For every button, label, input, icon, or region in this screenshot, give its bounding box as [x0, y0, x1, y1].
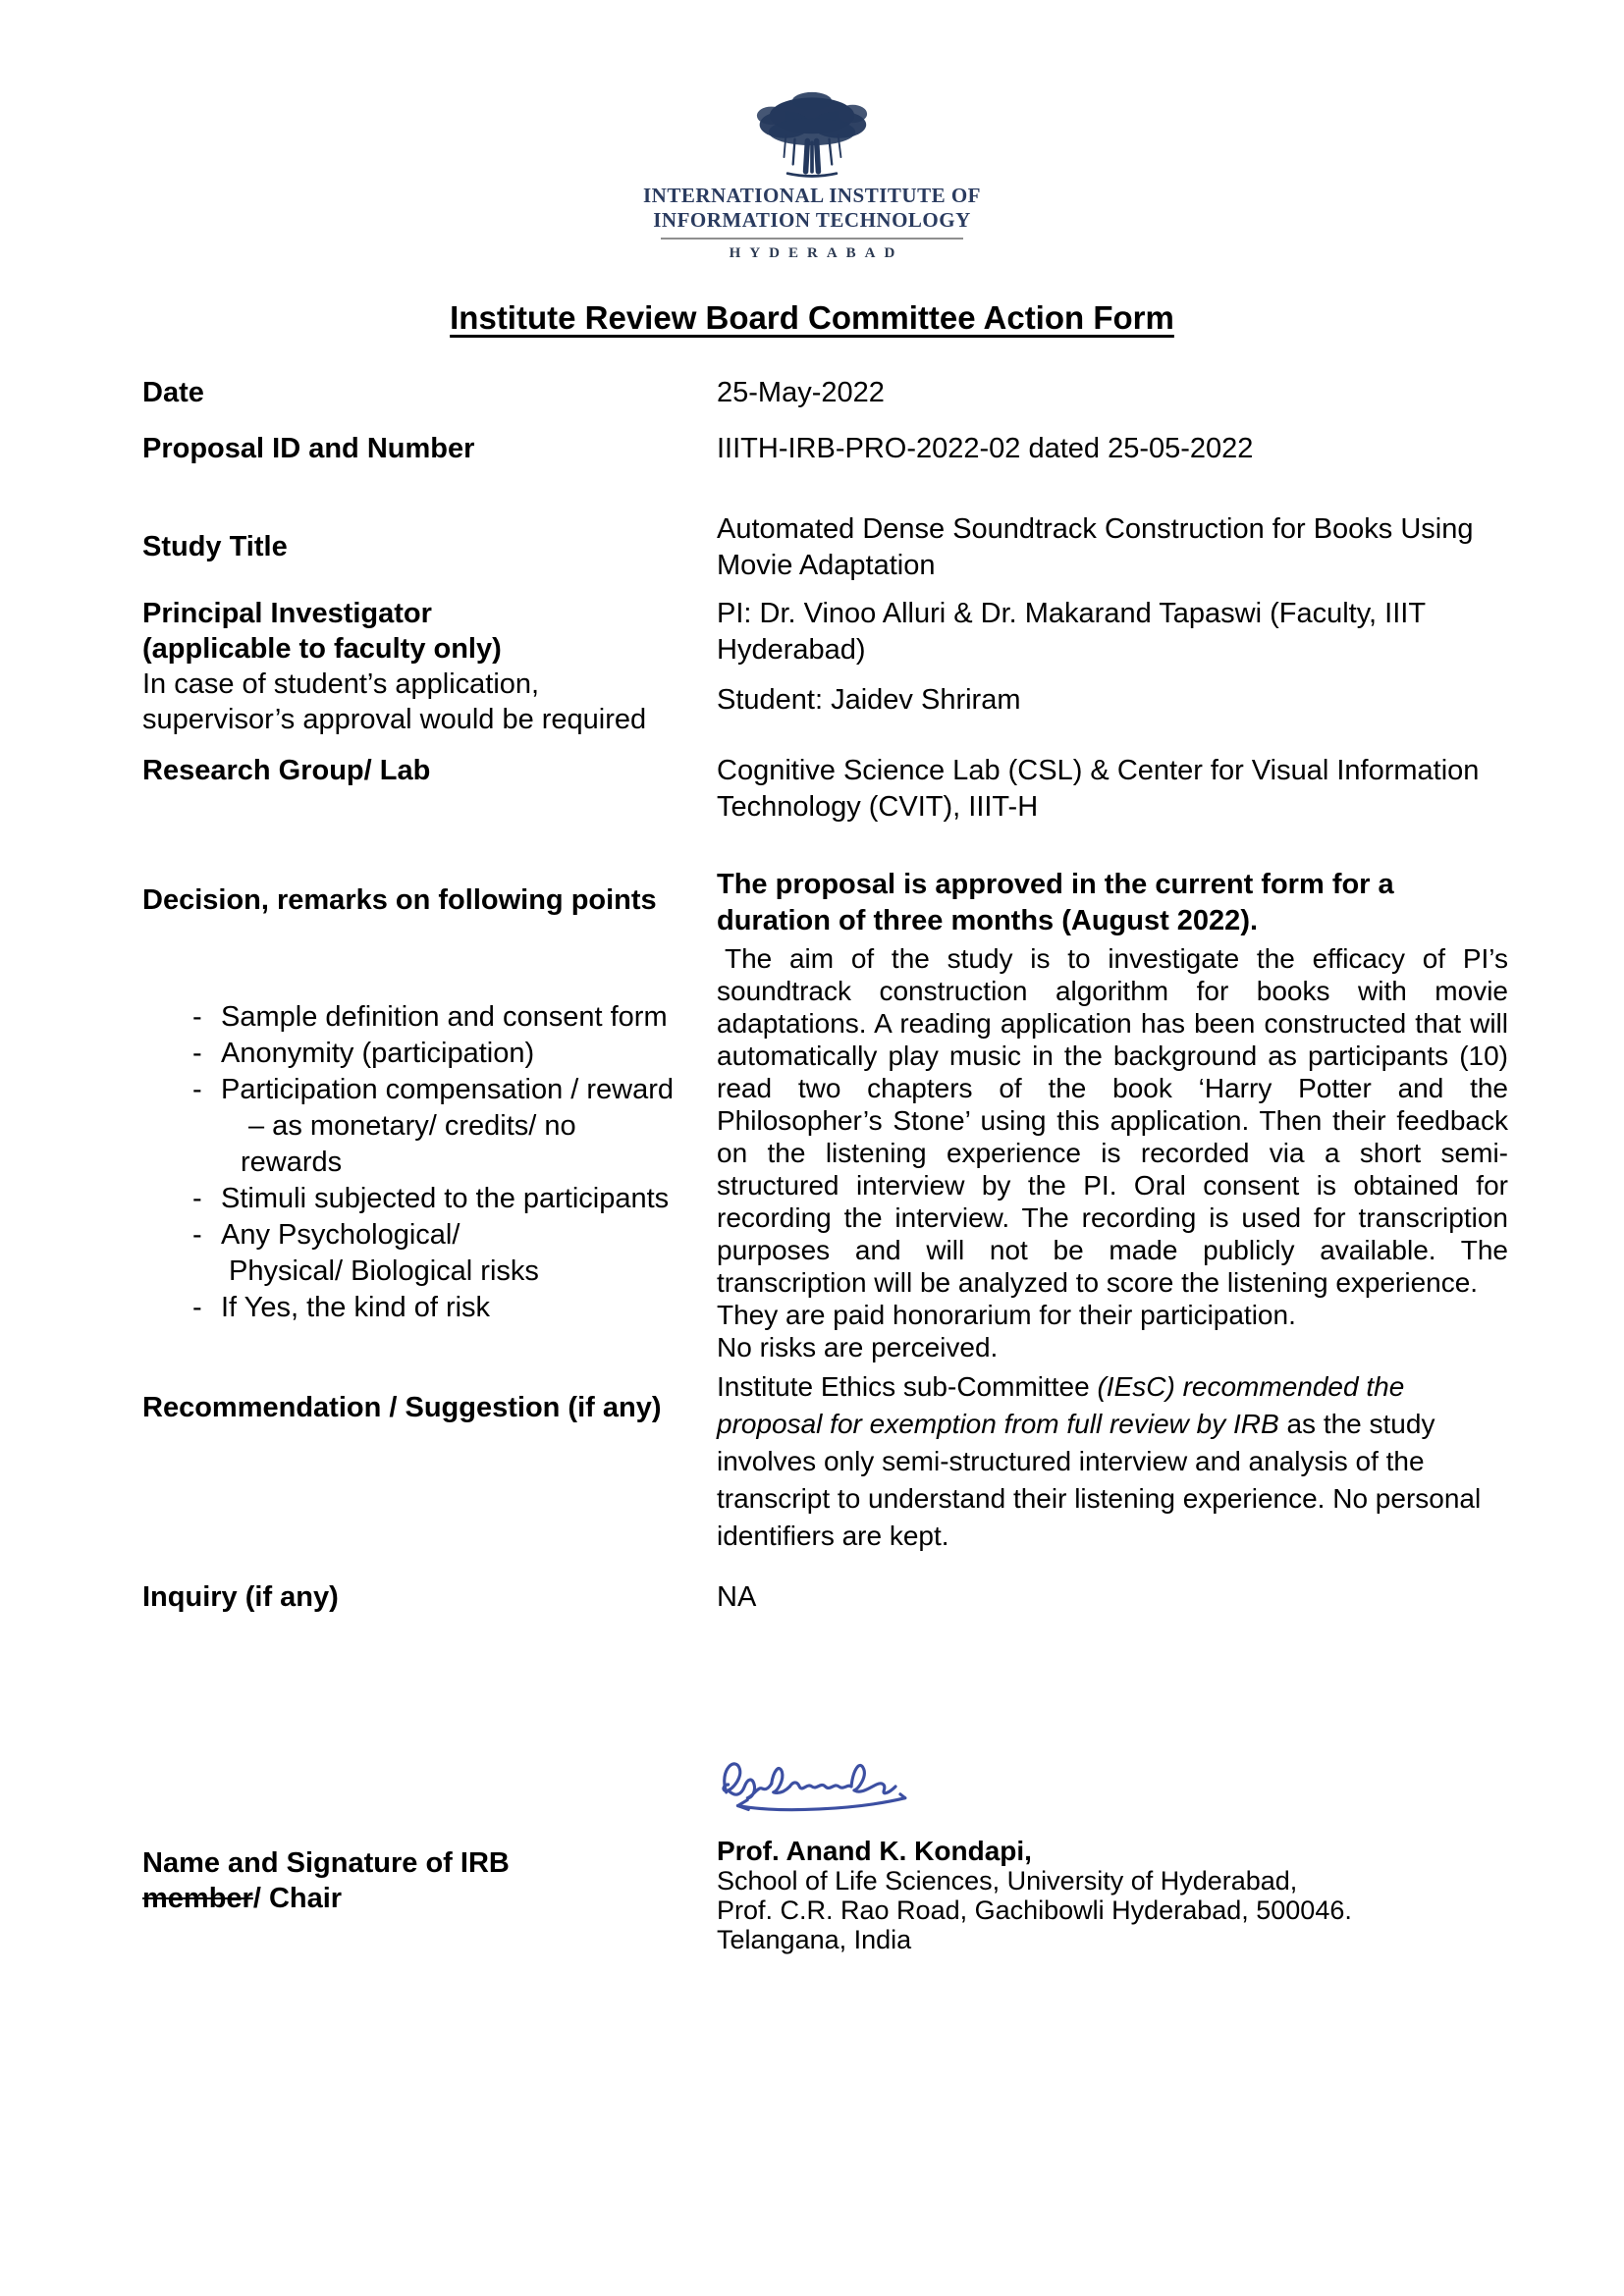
- proposal-id-label: Proposal ID and Number: [142, 433, 475, 464]
- list-item-continuation: – as monetary/ credits/ no: [248, 1110, 576, 1142]
- field-row-principal-investigator: [142, 596, 1508, 737]
- list-item-continuation: rewards: [241, 1147, 343, 1178]
- decision-risks-line: No risks are perceived.: [717, 1332, 999, 1362]
- pi-label-note1: In case of student’s application,: [142, 668, 540, 700]
- list-item: - Stimuli subjected to the participants: [192, 1183, 670, 1214]
- study-title-value-line1: Automated Dense Soundtrack Construction for Books Using: [717, 513, 1474, 545]
- field-row-decision: [142, 867, 1508, 1363]
- date-value: 25-May-2022: [717, 377, 885, 408]
- inquiry-value: NA: [717, 1581, 757, 1613]
- decision-paragraph: The aim of the study is to investigate the efficacy of PI’s soundtrack construction algorithm for books with movie adaptations. A reading application has been constructed that will automatically play music in the background as participants (10) read two chapters of the book ‘Harry Potter and the Philosopher’s Stone’ using this application. Then their feedback on the listening experience is recorded via a short semi-structured interview by the PI. Oral consent is obtained for recording the interview. The recording is used for transcription purposes and will not be made publicly available. The transcription will be analyzed to score the listening experience.: [717, 943, 1508, 1298]
- signature-value-cell: [717, 1739, 1508, 1954]
- decision-points-list: [142, 999, 697, 1326]
- iiit-tree-logo-icon: [744, 88, 880, 184]
- handwritten-signature-icon: [713, 1739, 944, 1830]
- signature-label-line1: Name and Signature of IRB: [142, 1847, 510, 1879]
- logo-divider: [661, 238, 963, 240]
- decision-value: [717, 867, 1508, 1363]
- page-title: Institute Review Board Committee Action Form: [450, 299, 1174, 336]
- recommendation-text-italic: (IEsC) recommended the proposal for exemption from full review by IRB: [717, 1371, 1405, 1439]
- signature-label-chair: / Chair: [252, 1883, 343, 1914]
- pi-value-line2: Hyderabad): [717, 634, 866, 666]
- decision-headline-line2: duration of three months (August 2022).: [717, 905, 1259, 936]
- research-group-value-line2: Technology (CVIT), IIIT-H: [717, 791, 1039, 823]
- field-row-proposal-id: [142, 431, 1508, 467]
- pi-label-bold1: Principal Investigator: [142, 598, 432, 629]
- list-item: - Participation compensation / reward: [192, 1074, 675, 1105]
- inquiry-label: Inquiry (if any): [142, 1581, 339, 1613]
- pi-value: [717, 596, 1508, 719]
- logo-text-line1: INTERNATIONAL INSTITUTE OF: [642, 184, 982, 207]
- logo-text-line2: INFORMATION TECHNOLOGY: [653, 208, 971, 232]
- signature-label-cell: [142, 1739, 717, 1916]
- study-title-value-line2: Movie Adaptation: [717, 550, 936, 581]
- list-item: - Anonymity (participation): [192, 1038, 535, 1069]
- date-label: Date: [142, 377, 204, 408]
- list-item: - Sample definition and consent form: [192, 1001, 668, 1033]
- signature-label-member-struck: member: [142, 1883, 253, 1914]
- list-item: - Any Psychological/: [192, 1219, 460, 1251]
- proposal-id-value: IIITH-IRB-PRO-2022-02 dated 25-05-2022: [717, 433, 1254, 464]
- recommendation-text-prefix: Institute Ethics sub-Committee: [717, 1371, 1098, 1402]
- recommendation-value: [717, 1368, 1508, 1555]
- list-item: - If Yes, the kind of risk: [192, 1292, 491, 1323]
- signatory-name: Prof. Anand K. Kondapi,: [717, 1836, 1032, 1866]
- decision-label-cell: [142, 867, 717, 1326]
- field-row-inquiry: [142, 1579, 1508, 1616]
- field-row-date: [142, 375, 1508, 411]
- signatory-address-line2: Prof. C.R. Rao Road, Gachibowli Hyderabad, 500046.: [717, 1896, 1352, 1925]
- decision-label: Decision, remarks on following points: [142, 884, 657, 916]
- field-row-research-group: [142, 753, 1508, 826]
- signature-label-line2: [142, 1881, 697, 1916]
- decision-headline-line1: The proposal is approved in the current form for a: [717, 869, 1394, 900]
- research-group-value: [717, 753, 1508, 826]
- signatory-address-line3: Telangana, India: [717, 1925, 912, 1954]
- field-row-signature: [142, 1739, 1508, 1954]
- form-body: [0, 375, 1624, 1954]
- signatory-address-line1: School of Life Sciences, University of Hyderabad,: [717, 1866, 1298, 1896]
- recommendation-label: Recommendation / Suggestion (if any): [142, 1392, 662, 1423]
- pi-label-bold2: (applicable to faculty only): [142, 633, 502, 665]
- research-group-label: Research Group/ Lab: [142, 755, 431, 786]
- decision-honorarium-line: They are paid honorarium for their participation.: [717, 1300, 1296, 1330]
- pi-label: [142, 596, 717, 737]
- study-title-value: [717, 511, 1508, 584]
- field-row-study-title: [142, 511, 1508, 584]
- pi-label-note2: supervisor’s approval would be required: [142, 704, 647, 735]
- pi-value-student: Student: Jaidev Shriram: [717, 684, 1021, 716]
- pi-value-line1: PI: Dr. Vinoo Alluri & Dr. Makarand Tapaswi (Faculty, IIIT: [717, 598, 1427, 629]
- study-title-label: Study Title: [142, 531, 288, 562]
- logo-city-text: HYDERABAD: [729, 245, 904, 261]
- recommendation-text-suffix: as the study involves only semi-structured interview and analysis of the transcript to understand their listening experience. No personal identifiers are kept.: [717, 1409, 1482, 1551]
- list-item-continuation: Physical/ Biological risks: [229, 1255, 539, 1287]
- field-row-recommendation: [142, 1368, 1508, 1555]
- research-group-value-line1: Cognitive Science Lab (CSL) & Center for Visual Information: [717, 755, 1480, 786]
- document-header: [0, 0, 1624, 338]
